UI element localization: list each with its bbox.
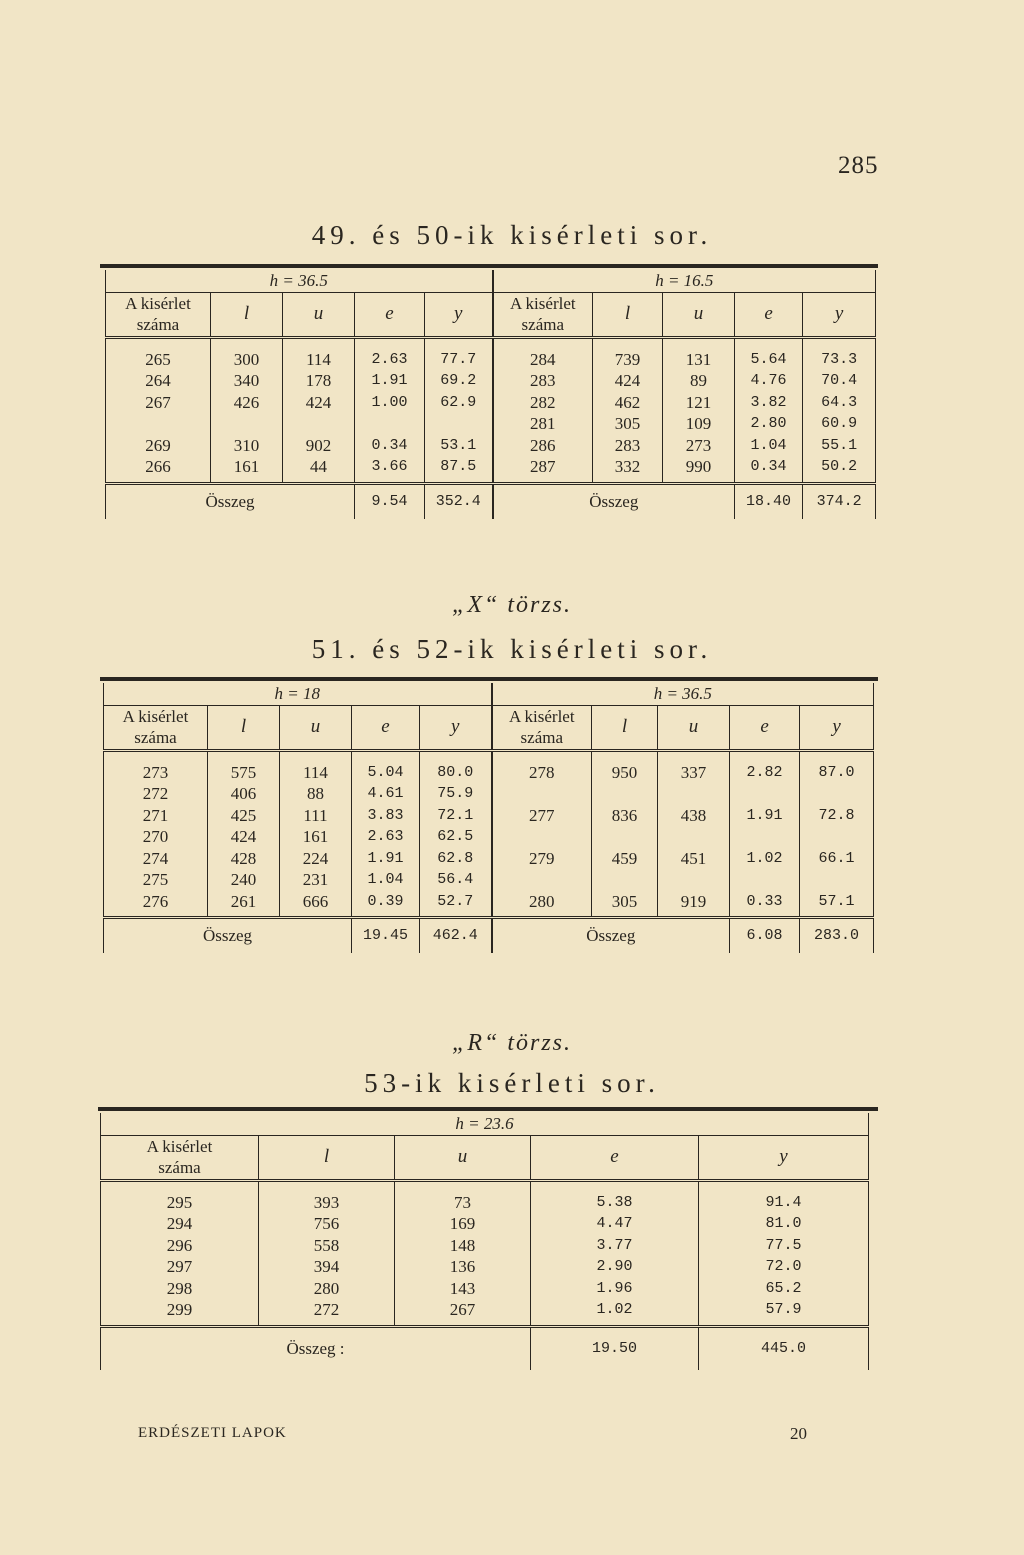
cell <box>592 826 658 848</box>
cell <box>592 869 658 891</box>
cell: 1.02 <box>730 848 800 870</box>
section1-left-l-header: l <box>211 292 283 337</box>
cell <box>730 783 800 805</box>
section2-right-e-header: e <box>730 705 800 750</box>
cell: 305 <box>592 891 658 918</box>
section2-right-y-header: y <box>800 705 874 750</box>
section3-e-header: e <box>531 1135 699 1180</box>
cell: 0.33 <box>730 891 800 918</box>
cell: 337 <box>658 750 730 783</box>
section3-top-rule <box>98 1107 878 1111</box>
cell: 261 <box>208 891 280 918</box>
cell: 273 <box>663 435 735 457</box>
cell: 53.1 <box>425 435 493 457</box>
section2-left-sum-y: 462.4 <box>420 918 492 954</box>
cell: 283 <box>593 435 663 457</box>
cell: 0.34 <box>735 456 803 483</box>
cell: 114 <box>280 750 352 783</box>
section2-right-sum-e: 6.08 <box>730 918 800 954</box>
section2-right-u-header: u <box>658 705 730 750</box>
cell: 424 <box>208 826 280 848</box>
cell: 77.5 <box>699 1235 869 1257</box>
section1-left-id-header: A kisérlet száma <box>106 292 211 337</box>
section1-left-u-header: u <box>283 292 355 337</box>
section1-left-e-header: e <box>355 292 425 337</box>
cell: 2.63 <box>355 337 425 370</box>
cell: 269 <box>106 435 211 457</box>
cell: 462 <box>593 392 663 414</box>
section1-left-sum-y: 352.4 <box>425 483 493 519</box>
section3-sum-e: 19.50 <box>531 1326 699 1370</box>
cell: 424 <box>283 392 355 414</box>
cell: 1.00 <box>355 392 425 414</box>
cell <box>730 826 800 848</box>
cell: 3.82 <box>735 392 803 414</box>
cell <box>800 826 874 848</box>
cell: 72.1 <box>420 805 492 827</box>
cell: 425 <box>208 805 280 827</box>
cell: 75.9 <box>420 783 492 805</box>
cell: 276 <box>104 891 208 918</box>
section3-id-header: A kisérlet száma <box>101 1135 259 1180</box>
section3-strain: „R“ törzs. <box>451 1030 573 1056</box>
cell: 65.2 <box>699 1278 869 1300</box>
section2-right-sum-label: Összeg <box>492 918 730 954</box>
cell: 282 <box>493 392 593 414</box>
section1-left-h: h = 36.5 <box>106 270 493 292</box>
section2-left-sum-label: Összeg <box>104 918 352 954</box>
cell: 5.04 <box>352 750 420 783</box>
cell: 72.0 <box>699 1256 869 1278</box>
cell: 666 <box>280 891 352 918</box>
cell <box>283 413 355 435</box>
section2-right-l-header: l <box>592 705 658 750</box>
cell: 77.7 <box>425 337 493 370</box>
cell: 70.4 <box>803 370 876 392</box>
cell: 265 <box>106 337 211 370</box>
cell: 114 <box>283 337 355 370</box>
cell: 2.63 <box>352 826 420 848</box>
cell: 280 <box>492 891 592 918</box>
cell: 3.77 <box>531 1235 699 1257</box>
cell: 5.64 <box>735 337 803 370</box>
cell: 109 <box>663 413 735 435</box>
cell: 0.39 <box>352 891 420 918</box>
cell: 4.61 <box>352 783 420 805</box>
section2-left-sum-e: 19.45 <box>352 918 420 954</box>
cell: 451 <box>658 848 730 870</box>
section3-y-header: y <box>699 1135 869 1180</box>
cell: 950 <box>592 750 658 783</box>
cell <box>800 869 874 891</box>
cell: 73 <box>395 1180 531 1213</box>
section2-left-u-header: u <box>280 705 352 750</box>
cell: 69.2 <box>425 370 493 392</box>
cell: 57.9 <box>699 1299 869 1326</box>
cell: 136 <box>395 1256 531 1278</box>
section1-left-sum-e: 9.54 <box>355 483 425 519</box>
cell: 272 <box>259 1299 395 1326</box>
cell: 310 <box>211 435 283 457</box>
cell: 62.5 <box>420 826 492 848</box>
cell: 300 <box>211 337 283 370</box>
cell: 80.0 <box>420 750 492 783</box>
cell: 1.96 <box>531 1278 699 1300</box>
cell <box>492 869 592 891</box>
cell: 87.5 <box>425 456 493 483</box>
cell: 148 <box>395 1235 531 1257</box>
cell: 240 <box>208 869 280 891</box>
cell: 272 <box>104 783 208 805</box>
cell: 278 <box>492 750 592 783</box>
section1-right-y-header: y <box>803 292 876 337</box>
cell: 294 <box>101 1213 259 1235</box>
cell: 87.0 <box>800 750 874 783</box>
cell: 1.91 <box>352 848 420 870</box>
cell: 4.76 <box>735 370 803 392</box>
cell <box>106 413 211 435</box>
cell: 281 <box>493 413 593 435</box>
cell: 902 <box>283 435 355 457</box>
cell: 558 <box>259 1235 395 1257</box>
section3-table <box>100 1113 869 1370</box>
cell: 297 <box>101 1256 259 1278</box>
section2-left-id-header: A kisérlet száma <box>104 705 208 750</box>
cell: 224 <box>280 848 352 870</box>
cell: 178 <box>283 370 355 392</box>
section1-right-l-header: l <box>593 292 663 337</box>
cell: 271 <box>104 805 208 827</box>
cell: 3.83 <box>352 805 420 827</box>
cell <box>592 783 658 805</box>
cell: 73.3 <box>803 337 876 370</box>
cell: 121 <box>663 392 735 414</box>
cell: 231 <box>280 869 352 891</box>
cell: 64.3 <box>803 392 876 414</box>
cell: 296 <box>101 1235 259 1257</box>
cell: 1.91 <box>730 805 800 827</box>
cell: 131 <box>663 337 735 370</box>
cell: 305 <box>593 413 663 435</box>
cell <box>355 413 425 435</box>
cell <box>658 826 730 848</box>
cell: 990 <box>663 456 735 483</box>
cell: 274 <box>104 848 208 870</box>
section1-top-rule <box>100 264 878 268</box>
cell: 111 <box>280 805 352 827</box>
cell: 169 <box>395 1213 531 1235</box>
cell <box>211 413 283 435</box>
cell: 267 <box>395 1299 531 1326</box>
section3-sum-y: 445.0 <box>699 1326 869 1370</box>
cell: 72.8 <box>800 805 874 827</box>
section2-right-h: h = 36.5 <box>492 683 874 705</box>
cell <box>658 869 730 891</box>
cell: 284 <box>493 337 593 370</box>
cell: 756 <box>259 1213 395 1235</box>
section2-table <box>103 683 874 953</box>
cell: 279 <box>492 848 592 870</box>
section3-title: 53-ik kisérleti sor. <box>364 1068 660 1098</box>
section1-right-sum-e: 18.40 <box>735 483 803 519</box>
cell: 426 <box>211 392 283 414</box>
section1-right-u-header: u <box>663 292 735 337</box>
cell: 438 <box>658 805 730 827</box>
section1-right-sum-label: Összeg <box>493 483 735 519</box>
cell: 919 <box>658 891 730 918</box>
cell: 280 <box>259 1278 395 1300</box>
section1-right-e-header: e <box>735 292 803 337</box>
section2-top-rule <box>100 677 878 681</box>
cell: 2.90 <box>531 1256 699 1278</box>
section2-left-l-header: l <box>208 705 280 750</box>
cell: 286 <box>493 435 593 457</box>
sheet-number: 20 <box>790 1424 807 1443</box>
cell: 459 <box>592 848 658 870</box>
cell: 91.4 <box>699 1180 869 1213</box>
cell: 50.2 <box>803 456 876 483</box>
section3-u-header: u <box>395 1135 531 1180</box>
cell: 1.02 <box>531 1299 699 1326</box>
section1-right-sum-y: 374.2 <box>803 483 876 519</box>
cell: 0.34 <box>355 435 425 457</box>
cell: 275 <box>104 869 208 891</box>
cell: 143 <box>395 1278 531 1300</box>
section1-table <box>105 270 876 519</box>
cell: 88 <box>280 783 352 805</box>
section3-l-header: l <box>259 1135 395 1180</box>
cell: 60.9 <box>803 413 876 435</box>
section1-left-y-header: y <box>425 292 493 337</box>
cell: 298 <box>101 1278 259 1300</box>
cell: 283 <box>493 370 593 392</box>
section1-left-sum-label: Összeg <box>106 483 355 519</box>
section1-right-id-header: A kisérlet száma <box>493 292 593 337</box>
section2-left-h: h = 18 <box>104 683 492 705</box>
cell: 89 <box>663 370 735 392</box>
section2-right-id-header: A kisérlet száma <box>492 705 592 750</box>
cell: 55.1 <box>803 435 876 457</box>
cell: 62.8 <box>420 848 492 870</box>
cell: 1.91 <box>355 370 425 392</box>
cell <box>492 826 592 848</box>
section3-h: h = 23.6 <box>101 1113 869 1135</box>
cell: 66.1 <box>800 848 874 870</box>
section2-left-e-header: e <box>352 705 420 750</box>
cell: 273 <box>104 750 208 783</box>
cell: 406 <box>208 783 280 805</box>
section1-right-h: h = 16.5 <box>493 270 876 292</box>
cell: 56.4 <box>420 869 492 891</box>
cell: 332 <box>593 456 663 483</box>
cell: 57.1 <box>800 891 874 918</box>
section2-left-y-header: y <box>420 705 492 750</box>
cell: 1.04 <box>735 435 803 457</box>
cell <box>425 413 493 435</box>
cell <box>800 783 874 805</box>
cell: 161 <box>211 456 283 483</box>
section2-title: 51. és 52-ik kisérleti sor. <box>311 634 713 664</box>
cell <box>658 783 730 805</box>
section2-strain: „X“ törzs. <box>451 592 573 618</box>
cell: 44 <box>283 456 355 483</box>
cell: 287 <box>493 456 593 483</box>
cell: 62.9 <box>425 392 493 414</box>
cell: 393 <box>259 1180 395 1213</box>
cell: 3.66 <box>355 456 425 483</box>
cell: 264 <box>106 370 211 392</box>
cell: 295 <box>101 1180 259 1213</box>
section2-right-sum-y: 283.0 <box>800 918 874 954</box>
cell: 299 <box>101 1299 259 1326</box>
cell: 5.38 <box>531 1180 699 1213</box>
cell: 270 <box>104 826 208 848</box>
cell: 575 <box>208 750 280 783</box>
page-number: 285 <box>838 152 879 179</box>
cell: 4.47 <box>531 1213 699 1235</box>
cell: 266 <box>106 456 211 483</box>
cell: 739 <box>593 337 663 370</box>
cell: 2.80 <box>735 413 803 435</box>
journal-name: ERDÉSZETI LAPOK <box>138 1425 287 1441</box>
cell: 1.04 <box>352 869 420 891</box>
cell <box>730 869 800 891</box>
cell: 2.82 <box>730 750 800 783</box>
cell: 161 <box>280 826 352 848</box>
cell: 277 <box>492 805 592 827</box>
cell: 428 <box>208 848 280 870</box>
cell: 81.0 <box>699 1213 869 1235</box>
cell: 836 <box>592 805 658 827</box>
cell: 424 <box>593 370 663 392</box>
cell <box>492 783 592 805</box>
cell: 340 <box>211 370 283 392</box>
cell: 267 <box>106 392 211 414</box>
cell: 52.7 <box>420 891 492 918</box>
cell: 394 <box>259 1256 395 1278</box>
section1-title: 49. és 50-ik kisérleti sor. <box>311 220 713 250</box>
section3-sum-label: Összeg : <box>101 1326 531 1370</box>
